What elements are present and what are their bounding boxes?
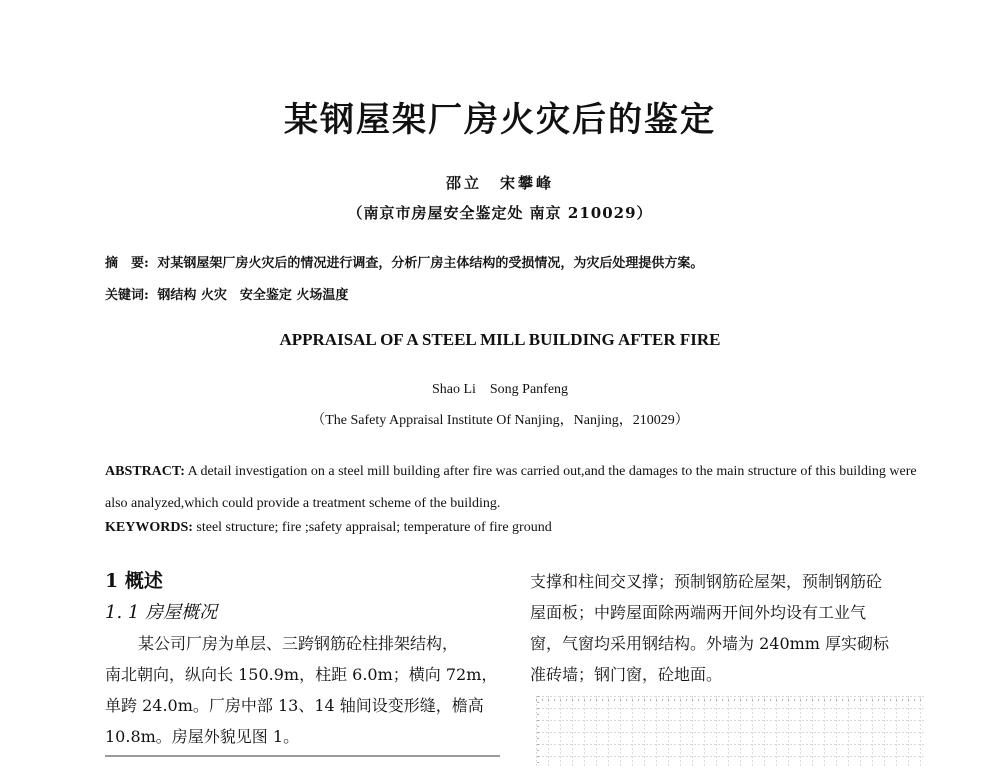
- abstract-en: [105, 456, 925, 520]
- body-line: 南北朝向，纵向长 150.9m，柱距 6.0m；横向 72m，: [105, 665, 498, 684]
- keywords-en: [105, 520, 552, 536]
- subsection-heading: 1. 1 房屋概况: [105, 602, 218, 623]
- abstract-en-text: A detail investigation on a steel mill building after fire was carried out,and the damages to the main structure of this building were also analyzed,which could provide a treatment scheme of the building.: [105, 464, 917, 511]
- keywords-en-label: KEYWORDS:: [105, 520, 193, 535]
- body-right-column: [530, 566, 925, 690]
- paper-title: 某钢屋架厂房火灾后的鉴定: [284, 100, 716, 140]
- keywords-cn-label: 关键词:: [105, 288, 149, 303]
- body-line: 某公司厂房为单层、三跨钢筋砼柱排架结构，: [138, 634, 459, 653]
- figure-top-edge: [105, 755, 500, 757]
- authors-en: Shao Li Song Panfeng: [431, 382, 569, 397]
- abstract-en-label: ABSTRACT:: [105, 464, 185, 479]
- affiliation-en: （The Safety Appraisal Institute Of Nanjing，Nanjing，210029）: [311, 413, 689, 428]
- keywords-cn-text: 钢结构 火灾 安全鉴定 火场温度: [157, 288, 349, 303]
- keywords-en-text: steel structure; fire ;safety appraisal; temperature of fire ground: [196, 520, 552, 535]
- affiliation-cn: （南京市房屋安全鉴定处 南京 210029）: [347, 204, 653, 222]
- paper-title-en: APPRAISAL OF A STEEL MILL BUILDING AFTER FIRE: [279, 330, 721, 349]
- section-heading: 1 概述: [105, 570, 163, 592]
- abstract-cn: [105, 252, 703, 271]
- grid-figure: [536, 696, 924, 766]
- body-line: 屋面板；中跨屋面除两端两开间外均设有工业气: [530, 603, 867, 622]
- authors-cn: 邵立 宋攀峰: [445, 174, 554, 192]
- body-line: 10.8m。房屋外貌见图 1。: [105, 727, 300, 746]
- keywords-cn: [105, 284, 348, 303]
- body-left-column: [105, 628, 500, 752]
- body-line: 准砖墙；钢门窗，砼地面。: [530, 665, 723, 684]
- body-line: 单跨 24.0m。厂房中部 13、14 轴间设变形缝，檐高: [105, 696, 484, 715]
- body-line: 窗，气窗均采用钢结构。外墙为 240mm 厚实砌标: [530, 634, 890, 653]
- body-line: 支撑和柱间交叉撑；预制钢筋砼屋架，预制钢筋砼: [530, 572, 883, 591]
- abstract-cn-text: 对某钢屋架厂房火灾后的情况进行调查，分析厂房主体结构的受损情况，为灾后处理提供方案。: [157, 256, 704, 271]
- abstract-cn-label: 摘 要:: [105, 256, 149, 271]
